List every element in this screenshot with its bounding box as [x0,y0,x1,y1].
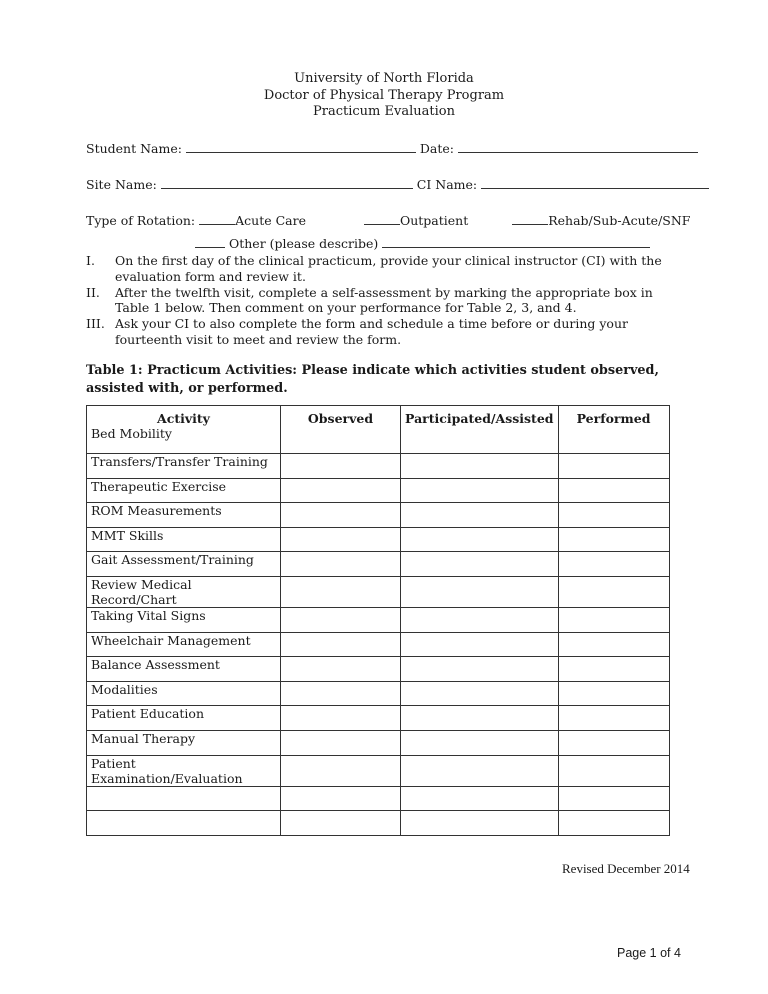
activity-cell [87,632,281,657]
practicum-activities-table [86,405,670,836]
observed-checkbox-cell[interactable] [281,503,401,528]
activity-label: Taking Vital Signs [91,607,206,623]
activity-label: Transfers/Transfer Training [91,454,268,469]
performed-checkbox-cell[interactable] [558,657,669,682]
instruction-item [86,316,686,348]
activity-cell [87,811,281,836]
rehab-blank[interactable] [512,212,548,225]
table-caption: Table 1: Practicum Activities: Please indicate which activities student observed, assisted with, or performed. [86,363,659,396]
assisted-checkbox-cell[interactable] [401,607,559,632]
observed-checkbox-cell[interactable] [281,632,401,657]
activity-cell [87,681,281,706]
table-row [87,454,670,479]
performed-checkbox-cell[interactable] [558,454,669,479]
assisted-checkbox-cell[interactable] [401,527,559,552]
rotation-line [86,212,690,228]
assisted-checkbox-cell[interactable] [401,811,559,836]
site-name-label: Site Name: [86,177,157,192]
table-row [87,632,670,657]
observed-checkbox-cell[interactable] [281,552,401,577]
activity-header-cell [87,406,281,454]
assisted-checkbox-cell[interactable] [401,576,559,607]
instruction-text: On the first day of the clinical practicum, provide your clinical instructor (CI) with the evaluation form and review it. [115,253,662,284]
form-title: Practicum Evaluation [313,104,455,119]
performed-checkbox-cell[interactable] [558,478,669,503]
acute-care-blank[interactable] [199,212,235,225]
observed-checkbox-cell[interactable] [281,478,401,503]
table-row [87,552,670,577]
activity-cell [87,478,281,503]
activity-cell [87,730,281,755]
date-field[interactable] [458,140,698,153]
instruction-text: Ask your CI to also complete the form and schedule a time before or during your fourteenth visit to meet and review the form. [115,316,628,347]
other-label: Other (please describe) [228,236,379,251]
ci-name-label: CI Name: [416,177,478,192]
activity-label: Review Medical Record/Chart [91,576,192,607]
assisted-column-header: Participated/Assisted [401,406,559,454]
performed-checkbox-cell[interactable] [558,552,669,577]
instruction-number: II. [86,284,100,300]
observed-checkbox-cell[interactable] [281,576,401,607]
performed-checkbox-cell[interactable] [558,576,669,607]
activity-cell [87,607,281,632]
form-header [0,71,768,121]
activity-label: MMT Skills [91,527,164,543]
university-name: University of North Florida [294,71,474,86]
performed-checkbox-cell[interactable] [558,632,669,657]
observed-column-header: Observed [281,406,401,454]
activity-label: Patient Examination/Evaluation [91,755,243,786]
activity-cell [87,755,281,786]
table-row [87,706,670,731]
performed-checkbox-cell[interactable] [558,503,669,528]
assisted-checkbox-cell[interactable] [401,755,559,786]
observed-checkbox-cell[interactable] [281,755,401,786]
table-row [87,478,670,503]
program-name: Doctor of Physical Therapy Program [263,87,505,103]
performed-checkbox-cell[interactable] [558,786,669,811]
table-row [87,527,670,552]
activity-label: Wheelchair Management [91,632,251,648]
assisted-checkbox-cell[interactable] [401,786,559,811]
assisted-checkbox-cell[interactable] [401,632,559,657]
site-name-field[interactable] [161,176,413,189]
observed-checkbox-cell[interactable] [281,730,401,755]
instruction-item [86,285,686,317]
activity-cell [87,527,281,552]
activity-cell [87,552,281,577]
assisted-checkbox-cell[interactable] [401,552,559,577]
first-activity-label: Bed Mobility [91,426,172,441]
instruction-number: III. [86,316,105,332]
instruction-item [86,253,686,285]
table-row [87,576,670,607]
table-row [87,607,670,632]
assisted-checkbox-cell[interactable] [401,454,559,479]
acute-care-label: Acute Care [235,213,306,228]
performed-checkbox-cell[interactable] [558,811,669,836]
instructions-list [86,253,686,348]
observed-checkbox-cell[interactable] [281,454,401,479]
performed-checkbox-cell[interactable] [558,681,669,706]
other-line [195,235,650,251]
instruction-number: I. [86,253,95,268]
student-date-line [86,140,698,156]
table-row [87,681,670,706]
activity-label: Modalities [91,681,158,697]
assisted-checkbox-cell[interactable] [401,706,559,731]
activity-cell [87,454,281,479]
activity-cell [87,503,281,528]
observed-checkbox-cell[interactable] [281,811,401,836]
observed-checkbox-cell[interactable] [281,657,401,682]
page-number: Page 1 of 4 [617,946,681,960]
observed-checkbox-cell[interactable] [281,607,401,632]
activity-cell [87,576,281,607]
assisted-checkbox-cell[interactable] [401,730,559,755]
revision-note: Revised December 2014 [562,861,690,876]
activity-cell [87,786,281,811]
performed-checkbox-cell[interactable] [558,607,669,632]
table-row [87,786,670,811]
activity-column-header: Activity [157,411,210,426]
date-label: Date: [419,141,455,156]
activity-label: ROM Measurements [91,503,222,519]
site-ci-line [86,176,709,192]
activity-cell [87,706,281,731]
table-row [87,503,670,528]
assisted-checkbox-cell[interactable] [401,657,559,682]
assisted-checkbox-cell[interactable] [401,681,559,706]
table-row [87,755,670,786]
performed-column-header: Performed [558,406,669,454]
activity-label: Therapeutic Exercise [91,478,227,494]
table-row [87,730,670,755]
other-description-field[interactable] [382,235,650,248]
table-row [87,657,670,682]
instruction-text: After the twelfth visit, complete a self-assessment by marking the appropriate box in Table 1 below. Then comment on your performance for Table 2, 3, and 4. [115,284,653,316]
observed-checkbox-cell[interactable] [281,786,401,811]
observed-checkbox-cell[interactable] [281,527,401,552]
observed-checkbox-cell[interactable] [281,681,401,706]
ci-name-field[interactable] [481,176,709,189]
other-blank[interactable] [195,235,225,248]
student-name-label: Student Name: [86,141,182,156]
performed-checkbox-cell[interactable] [558,730,669,755]
performed-checkbox-cell[interactable] [558,755,669,786]
table-header-row [87,406,670,454]
assisted-checkbox-cell[interactable] [401,503,559,528]
student-name-field[interactable] [186,140,416,153]
outpatient-blank[interactable] [364,212,400,225]
activity-label: Patient Education [91,706,204,722]
activity-label: Gait Assessment/Training [91,552,254,568]
outpatient-label: Outpatient [399,213,469,228]
observed-checkbox-cell[interactable] [281,706,401,731]
table-row [87,811,670,836]
activity-label: Balance Assessment [91,657,220,673]
activity-label: Manual Therapy [91,730,196,746]
activity-cell [87,657,281,682]
assisted-checkbox-cell[interactable] [401,478,559,503]
rotation-label: Type of Rotation: [86,213,196,228]
performed-checkbox-cell[interactable] [558,706,669,731]
rehab-label: Rehab/Sub-Acute/SNF [548,213,691,228]
performed-checkbox-cell[interactable] [558,527,669,552]
